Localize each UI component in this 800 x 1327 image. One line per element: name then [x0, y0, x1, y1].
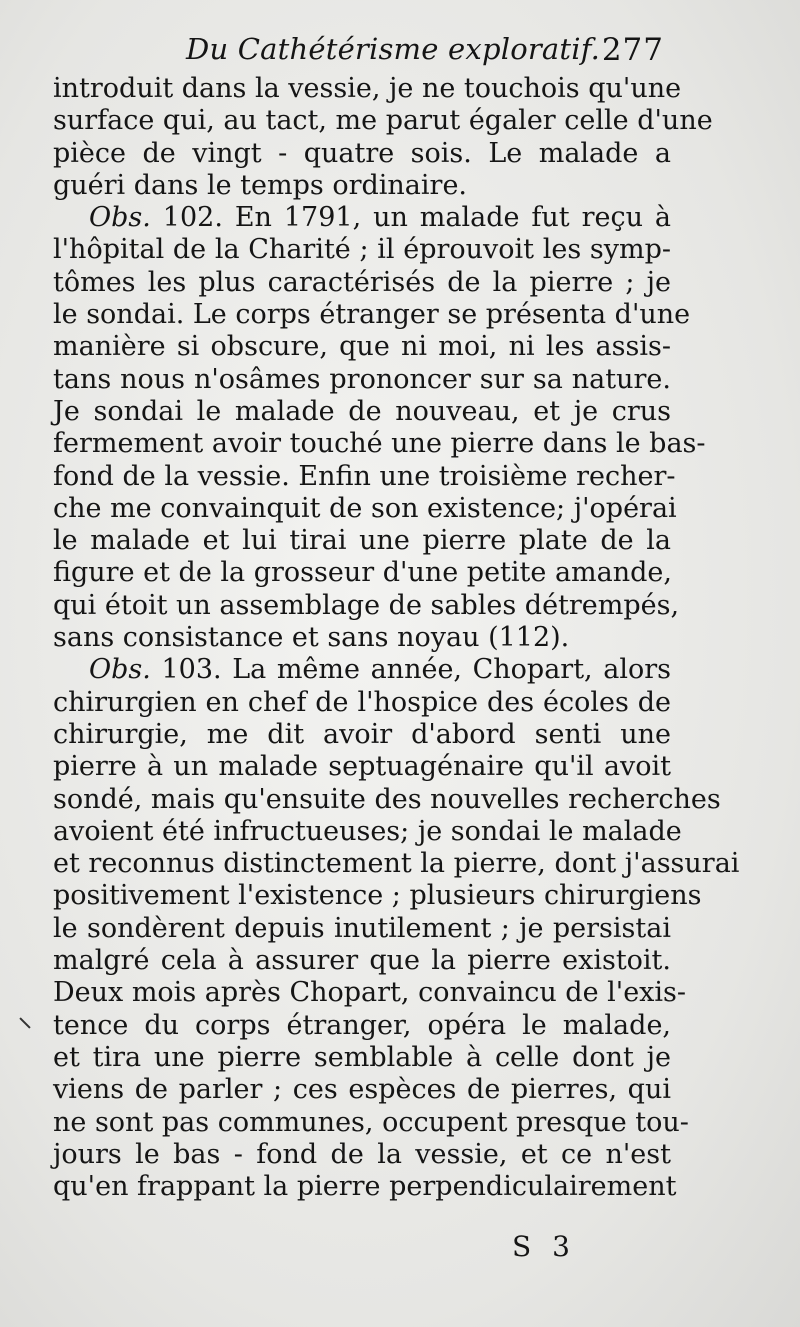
text-line: ne sont pas communes, occupent presque tou-	[53, 1106, 689, 1138]
text-line: qui étoit un assemblage de sables détrempés,	[53, 589, 680, 621]
text-line: sans consistance et sans noyau (112).	[53, 622, 570, 654]
page-number: 277	[601, 32, 664, 68]
text-line: et reconnus distinctement la pierre, dont j'assurai	[53, 848, 740, 880]
obs-abbreviation: Obs.	[89, 654, 151, 686]
text-line: fond de la vessie. Enfin une troisième recher-	[53, 460, 676, 492]
text-line: le malade et lui tirai une pierre plate de la	[53, 525, 671, 557]
observation-103-start: Obs. 103. La même année, Chopart, alors	[89, 654, 671, 686]
text-line: le sondèrent depuis inutilement ; je persistai	[53, 912, 671, 944]
obs-abbreviation: Obs.	[89, 202, 151, 234]
text-line: qu'en frappant la pierre perpendiculairement	[53, 1171, 677, 1203]
text-line: pierre à un malade septuagénaire qu'il avoit	[53, 751, 671, 783]
text-line: tans nous n'osâmes prononcer sur sa nature.	[53, 363, 671, 395]
text-line: introduit dans la vessie, je ne touchois qu'une	[53, 73, 682, 104]
text-line: sondé, mais qu'ensuite des nouvelles recherches	[53, 783, 721, 815]
text-line: positivement l'existence ; plusieurs chirurgiens	[53, 880, 702, 912]
text-line: surface qui, au tact, me parut égaler celle d'une	[53, 105, 713, 137]
running-head	[52, 32, 662, 72]
text-line: manière si obscure, que ni moi, ni les assis-	[53, 331, 671, 363]
text-line: tômes les plus caractérisés de la pierre ; je	[53, 266, 671, 298]
text-body	[53, 73, 740, 1203]
text-line: che me convainquit de son existence; j'opérai	[53, 492, 677, 524]
text-line: pièce de vingt - quatre sois. Le malade a	[53, 137, 671, 169]
observation-102-start: Obs. 102. En 1791, un malade fut reçu à	[89, 202, 671, 234]
text-line: chirurgien en chef de l'hospice des écoles de	[53, 686, 671, 718]
text-line: avoient été infructueuses; je sondai le malade	[53, 815, 682, 847]
running-title: Du Cathétérisme exploratif.	[186, 32, 601, 66]
text-line: le sondai. Le corps étranger se présenta d'une	[53, 299, 691, 331]
text-line: malgré cela à assurer que la pierre existoit.	[53, 945, 671, 977]
text-line: et tira une pierre semblable à celle dont je	[53, 1041, 671, 1073]
signature-mark: S 3	[512, 1230, 576, 1263]
margin-mark	[19, 1017, 30, 1028]
text-line: chirurgie, me dit avoir d'abord senti une	[53, 718, 671, 750]
text-line: viens de parler ; ces espèces de pierres, qui	[53, 1074, 671, 1106]
text-line: figure et de la grosseur d'une petite amande,	[53, 557, 672, 589]
text-line: l'hôpital de la Charité ; il éprouvoit les symp-	[53, 234, 671, 266]
text-line: jours le bas - fond de la vessie, et ce n'est	[53, 1138, 671, 1170]
text-line: tence du corps étranger, opéra le malade,	[53, 1009, 671, 1041]
text-line: Deux mois après Chopart, convaincu de l'exis-	[53, 977, 687, 1009]
text-line: guéri dans le temps ordinaire.	[53, 169, 468, 201]
text-line: Je sondai le malade de nouveau, et je crus	[53, 395, 671, 427]
text-line: fermement avoir touché une pierre dans le bas-	[53, 428, 706, 460]
